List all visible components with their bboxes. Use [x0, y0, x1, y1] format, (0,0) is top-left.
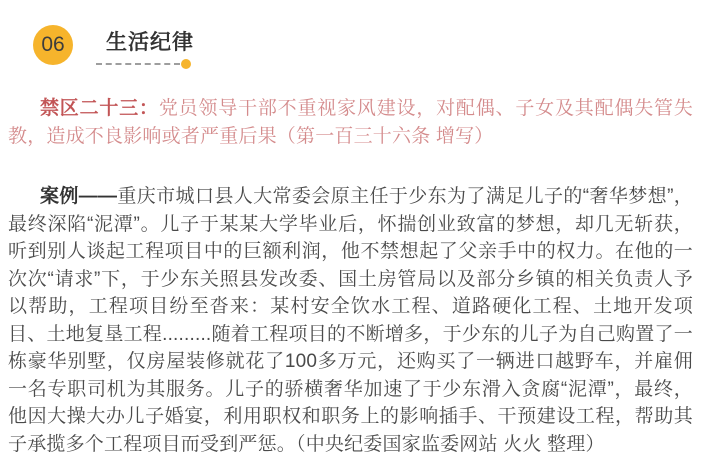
yellow-dot-icon: [181, 59, 191, 69]
article-content: [0, 95, 701, 458]
title-dashed-underline: [96, 63, 180, 65]
forbidden-zone-paragraph: [8, 95, 693, 150]
section-title-block: [96, 26, 194, 65]
section-number-badge: [33, 25, 73, 65]
forbidden-zone-text: 党员领导干部不重视家风建设，对配偶、子女及其配偶失管失教，造成不良影响或者严重后果（第一百三十六条 增写）: [8, 98, 694, 147]
forbidden-zone-lead: 禁区二十三：: [40, 98, 159, 119]
case-text: 重庆市城口县人大常委会原主任于少东为了满足儿子的“奢华梦想”，最终深陷“泥潭”。儿子于某某大学毕业后，怀揣创业致富的梦想，却几无斩获，听到别人谈起工程项目中的巨额利润，他不禁想起了父亲手中的权力。在他的一次次“请求”下，于少东关照县发改委、国土房管局以及部分乡镇的相关负责人予以帮助，工程项目纷至沓来：某村安全饮水工程、道路硬化工程、土地开发项目、土地复垦工程.........随着工程项目的不断增多，于少东的儿子为自己购置了一栋豪华别墅，仅房屋装修就花了100多万元，还购买了一辆进口越野车，并雇佣一名专职司机为其服务。儿子的骄横奢华加速了于少东滑入贪腐“泥潭”，最终，他因大操大办儿子婚宴，利用职权和职务上的影响插手、干预建设工程，帮助其子承揽多个工程项目而受到严惩。（中央纪委国家监委网站 火火 整理）: [8, 186, 693, 455]
case-paragraph: [8, 183, 693, 458]
section-header: [0, 0, 701, 65]
case-lead: 案例——: [40, 186, 118, 207]
section-number: 06: [41, 33, 65, 56]
section-title: 生活纪律: [106, 31, 194, 54]
